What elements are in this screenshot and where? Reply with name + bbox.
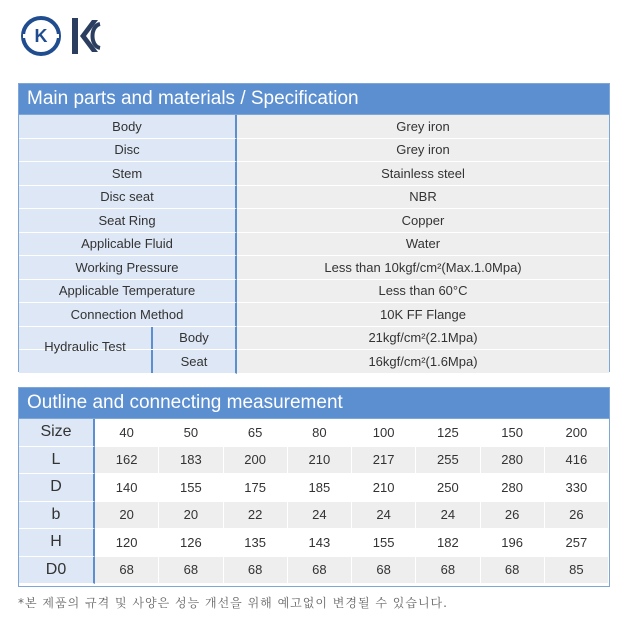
outline-row bbox=[19, 419, 609, 447]
outline-cell: 68 bbox=[159, 557, 223, 585]
spec-row bbox=[19, 209, 609, 233]
spec-row-hydraulic bbox=[19, 350, 609, 374]
outline-cell: 183 bbox=[159, 447, 223, 475]
outline-cell: 126 bbox=[159, 529, 223, 557]
outline-row-label: b bbox=[19, 502, 95, 530]
outline-row bbox=[19, 557, 609, 585]
outline-cell: 330 bbox=[545, 474, 609, 502]
hydraulic-sub-label: Seat bbox=[180, 353, 208, 369]
outline-cell: 26 bbox=[545, 502, 609, 530]
outline-cell: 196 bbox=[481, 529, 545, 557]
outline-cell: 185 bbox=[288, 474, 352, 502]
outline-cell: 250 bbox=[416, 474, 480, 502]
certification-logos bbox=[20, 16, 104, 56]
hydraulic-sub-label: Body bbox=[179, 330, 209, 346]
outline-cell: 68 bbox=[95, 557, 159, 585]
outline-cell: 68 bbox=[481, 557, 545, 585]
outline-cell: 50 bbox=[159, 419, 223, 447]
outline-cell: 125 bbox=[416, 419, 480, 447]
outline-cell: 26 bbox=[481, 502, 545, 530]
spec-value: Water bbox=[237, 233, 609, 257]
outline-cell: 210 bbox=[352, 474, 416, 502]
spec-value: Copper bbox=[237, 209, 609, 233]
spec-value: Less than 10kgf/cm²(Max.1.0Mpa) bbox=[237, 256, 609, 280]
outline-row bbox=[19, 529, 609, 557]
kc-certification-mark-icon bbox=[70, 16, 104, 56]
outline-row-label: D0 bbox=[19, 557, 95, 585]
spec-value: 16kgf/cm²(1.6Mpa) bbox=[237, 350, 609, 374]
outline-cell: 217 bbox=[352, 447, 416, 475]
outline-cell: 255 bbox=[416, 447, 480, 475]
spec-label: Seat Ring bbox=[19, 209, 237, 233]
outline-cell: 68 bbox=[288, 557, 352, 585]
outline-table bbox=[19, 419, 609, 584]
spec-label: Working Pressure bbox=[19, 256, 237, 280]
spec-label: Body bbox=[19, 115, 237, 139]
outline-cell: 20 bbox=[159, 502, 223, 530]
spec-label: Stem bbox=[19, 162, 237, 186]
kc-circle-logo-icon bbox=[20, 15, 62, 57]
outline-row-label: H bbox=[19, 529, 95, 557]
outline-cell: 24 bbox=[288, 502, 352, 530]
outline-cell: 150 bbox=[481, 419, 545, 447]
spec-value: Grey iron bbox=[237, 115, 609, 139]
spec-value: 21kgf/cm²(2.1Mpa) bbox=[237, 327, 609, 351]
outline-cell: 22 bbox=[224, 502, 288, 530]
spec-value: NBR bbox=[237, 186, 609, 210]
outline-row bbox=[19, 502, 609, 530]
outline-cell: 24 bbox=[416, 502, 480, 530]
hydraulic-test-label bbox=[19, 327, 153, 354]
outline-cell: 175 bbox=[224, 474, 288, 502]
outline-cell: 210 bbox=[288, 447, 352, 475]
outline-cell: 140 bbox=[95, 474, 159, 502]
outline-cell: 40 bbox=[95, 419, 159, 447]
outline-cell: 162 bbox=[95, 447, 159, 475]
outline-cell: 155 bbox=[352, 529, 416, 557]
outline-cell: 135 bbox=[224, 529, 288, 557]
outline-cell: 120 bbox=[95, 529, 159, 557]
outline-cell: 20 bbox=[95, 502, 159, 530]
outline-cell: 68 bbox=[352, 557, 416, 585]
outline-cell: 100 bbox=[352, 419, 416, 447]
outline-title: Outline and connecting measurement bbox=[19, 388, 609, 419]
spec-value: Grey iron bbox=[237, 139, 609, 163]
outline-cell: 416 bbox=[545, 447, 609, 475]
outline-cell: 200 bbox=[224, 447, 288, 475]
outline-cell: 65 bbox=[224, 419, 288, 447]
outline-cell: 80 bbox=[288, 419, 352, 447]
outline-row-label: Size bbox=[19, 419, 95, 447]
footnote: *본 제품의 규격 및 사양은 성능 개선을 위해 예고없이 변경될 수 있습니다. bbox=[18, 596, 448, 610]
spec-row bbox=[19, 233, 609, 257]
spec-row bbox=[19, 256, 609, 280]
spec-row bbox=[19, 303, 609, 327]
outline-cell: 257 bbox=[545, 529, 609, 557]
spec-label: Disc bbox=[19, 139, 237, 163]
spec-table bbox=[19, 115, 609, 374]
outline-cell: 200 bbox=[545, 419, 609, 447]
spec-row bbox=[19, 162, 609, 186]
spec-label: Disc seat bbox=[19, 186, 237, 210]
hydraulic-test-text: Hydraulic Test bbox=[44, 338, 126, 354]
outline-cell: 68 bbox=[224, 557, 288, 585]
outline-cell: 85 bbox=[545, 557, 609, 585]
spec-value: 10K FF Flange bbox=[237, 303, 609, 327]
spec-row bbox=[19, 186, 609, 210]
spec-row bbox=[19, 280, 609, 304]
spec-row bbox=[19, 139, 609, 163]
hydraulic-label-cell bbox=[19, 350, 237, 374]
hydraulic-label-cell bbox=[19, 327, 237, 354]
outline-cell: 155 bbox=[159, 474, 223, 502]
spec-panel bbox=[18, 83, 610, 372]
spec-row-hydraulic bbox=[19, 327, 609, 351]
outline-row bbox=[19, 474, 609, 502]
outline-cell: 68 bbox=[416, 557, 480, 585]
outline-panel bbox=[18, 387, 610, 587]
outline-row-label: L bbox=[19, 447, 95, 475]
outline-cell: 280 bbox=[481, 474, 545, 502]
outline-cell: 280 bbox=[481, 447, 545, 475]
spec-label: Applicable Fluid bbox=[19, 233, 237, 257]
spec-label: Applicable Temperature bbox=[19, 280, 237, 304]
outline-cell: 24 bbox=[352, 502, 416, 530]
spec-row bbox=[19, 115, 609, 139]
outline-cell: 182 bbox=[416, 529, 480, 557]
outline-cell: 143 bbox=[288, 529, 352, 557]
svg-text:K: K bbox=[34, 26, 48, 46]
outline-row-label: D bbox=[19, 474, 95, 502]
spec-title: Main parts and materials / Specification bbox=[19, 84, 609, 115]
spec-value: Stainless steel bbox=[237, 162, 609, 186]
spec-value: Less than 60°C bbox=[237, 280, 609, 304]
spec-label: Connection Method bbox=[19, 303, 237, 327]
outline-row bbox=[19, 447, 609, 475]
